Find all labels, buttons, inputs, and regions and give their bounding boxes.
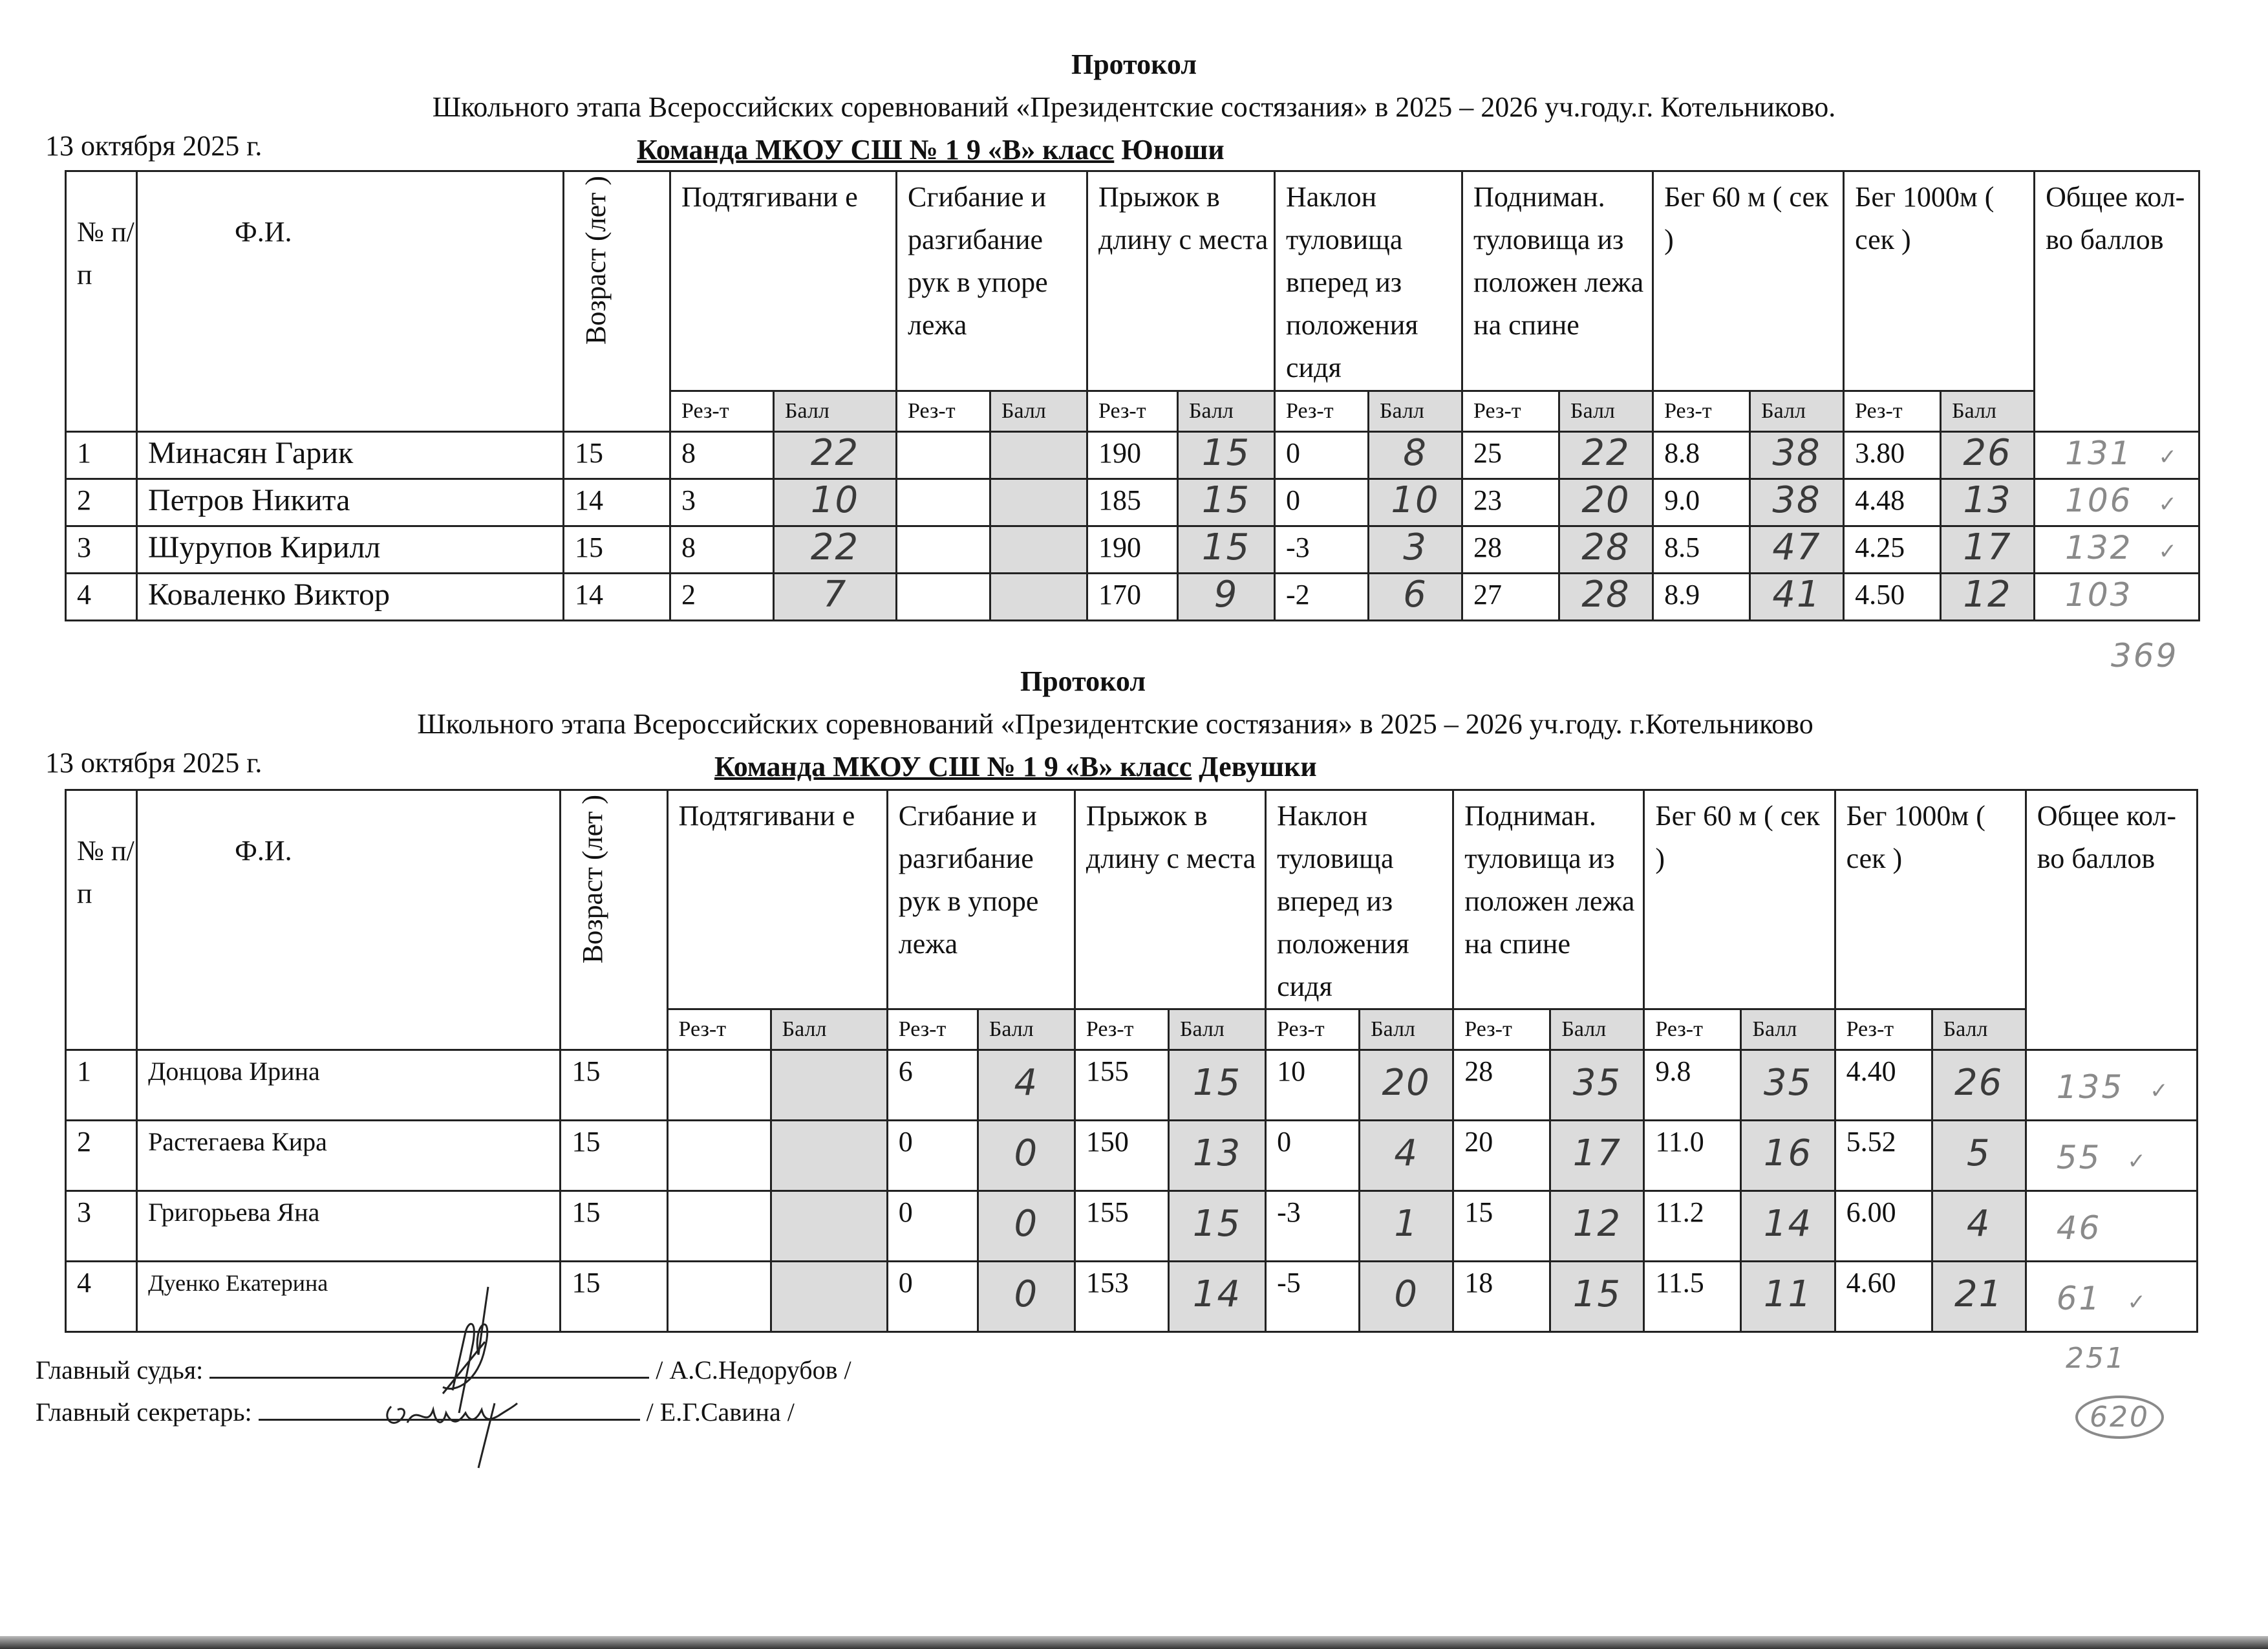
sub-header-points: Балл xyxy=(774,391,897,432)
points-cell xyxy=(1550,1050,1644,1121)
boys-team-name: Команда МКОУ СШ № 1 9 «В» класс xyxy=(637,134,1115,166)
col-total-header: Общее кол-во баллов xyxy=(2035,171,2199,432)
handwritten-points: 15 xyxy=(1572,1273,1621,1315)
result-cell: 11.2 xyxy=(1644,1191,1741,1262)
girls-team-group: Девушки xyxy=(1199,751,1317,782)
result-cell xyxy=(897,574,990,621)
handwritten-points: 20 xyxy=(1382,1062,1431,1104)
handwritten-points: 26 xyxy=(1954,1062,2004,1104)
sub-header-result: Рез-т xyxy=(1275,391,1369,432)
sub-header-result: Рез-т xyxy=(667,1009,771,1050)
points-cell xyxy=(990,432,1087,479)
table-row xyxy=(66,574,2199,621)
result-cell: 5.52 xyxy=(1835,1121,1932,1191)
boys-protocol-subtitle: Школьного этапа Всероссийских соревнований «Президентские состязания» в 2025 – 2026 уч.году.г. Котельниково. xyxy=(432,91,1836,123)
handwritten-points: 10 xyxy=(810,479,860,521)
sub-header-points: Балл xyxy=(1932,1009,2026,1050)
points-cell xyxy=(1750,526,1844,574)
result-cell: 3 xyxy=(670,479,774,526)
handwritten-points: 6 xyxy=(1403,574,1428,616)
col-event-header: Бег 60 м ( сек ) xyxy=(1644,790,1835,1009)
total-points-cell xyxy=(2026,1262,2197,1332)
handwritten-points: 4 xyxy=(1014,1062,1039,1104)
handwritten-total: 55 xyxy=(2056,1139,2102,1176)
result-cell: 15 xyxy=(1453,1191,1550,1262)
result-cell: 8.5 xyxy=(1653,526,1750,574)
result-cell: 0 xyxy=(887,1191,978,1262)
points-cell xyxy=(1741,1121,1835,1191)
total-points-cell xyxy=(2035,574,2199,621)
handwritten-points: 14 xyxy=(1763,1203,1813,1245)
participant-name: Петров Никита xyxy=(137,479,564,526)
points-cell xyxy=(1178,432,1275,479)
table-row xyxy=(66,526,2199,574)
points-cell xyxy=(1550,1191,1644,1262)
col-age-label: Возраст (лет ) xyxy=(580,176,612,345)
result-cell: 10 xyxy=(1266,1050,1360,1121)
col-event-header: Подниман. туловища из положен лежа на спине xyxy=(1453,790,1644,1009)
sub-header-points: Балл xyxy=(1559,391,1653,432)
col-age-header xyxy=(564,171,670,432)
points-cell xyxy=(1360,1121,1453,1191)
result-cell: 8 xyxy=(670,432,774,479)
boys-sum-note: 369 xyxy=(2111,637,2179,674)
handwritten-points: 41 xyxy=(1772,574,1821,616)
points-cell xyxy=(774,479,897,526)
handwritten-points: 12 xyxy=(1572,1203,1621,1245)
points-cell xyxy=(1750,432,1844,479)
points-cell xyxy=(1741,1191,1835,1262)
sub-header-points: Балл xyxy=(1178,391,1275,432)
boys-date: 13 октября 2025 г. xyxy=(45,130,262,162)
points-cell xyxy=(1941,432,2035,479)
points-cell xyxy=(1178,526,1275,574)
result-cell xyxy=(667,1050,771,1121)
handwritten-points: 4 xyxy=(1966,1203,1991,1245)
judge-label: Главный судья: xyxy=(36,1355,204,1385)
handwritten-points: 1 xyxy=(1394,1203,1418,1245)
handwritten-points: 0 xyxy=(1014,1273,1039,1315)
total-points-cell xyxy=(2035,479,2199,526)
participant-name: Коваленко Виктор xyxy=(137,574,564,621)
points-cell xyxy=(1559,574,1653,621)
handwritten-points: 0 xyxy=(1014,1132,1039,1174)
points-cell xyxy=(1741,1262,1835,1332)
handwritten-points: 35 xyxy=(1572,1062,1621,1104)
check-mark-icon: ✓ xyxy=(2150,1078,2168,1104)
result-cell xyxy=(897,479,990,526)
handwritten-points: 15 xyxy=(1201,526,1251,568)
result-cell: 185 xyxy=(1087,479,1178,526)
table-row xyxy=(66,1050,2198,1121)
col-num-header: № п/п xyxy=(66,790,137,1050)
girls-team-name: Команда МКОУ СШ № 1 9 «В» класс xyxy=(714,751,1192,782)
scan-edge xyxy=(0,1636,2268,1649)
sub-header-result: Рез-т xyxy=(1835,1009,1932,1050)
points-cell xyxy=(1941,479,2035,526)
points-cell xyxy=(1941,574,2035,621)
girls-protocol-subtitle: Школьного этапа Всероссийских соревнований «Президентские состязания» в 2025 – 2026 уч.году. г.Котельниково xyxy=(417,708,1813,740)
grand-total-circled: 620 xyxy=(2075,1396,2164,1439)
handwritten-points: 20 xyxy=(1581,479,1631,521)
result-cell xyxy=(667,1121,771,1191)
sub-header-points: Балл xyxy=(771,1009,887,1050)
handwritten-total: 46 xyxy=(2056,1209,2102,1247)
col-event-header: Наклон туловища вперед из положения сидя xyxy=(1266,790,1453,1009)
col-name-header: Ф.И. xyxy=(137,790,561,1050)
col-event-header: Сгибание и разгибание рук в упоре лежа xyxy=(887,790,1075,1009)
handwritten-points: 12 xyxy=(1963,574,2012,616)
col-event-header: Подниман. туловища из положен лежа на спине xyxy=(1462,171,1653,391)
points-cell xyxy=(1932,1191,2026,1262)
handwritten-points: 13 xyxy=(1192,1132,1242,1174)
handwritten-points: 7 xyxy=(822,574,848,616)
sub-header-points: Балл xyxy=(978,1009,1075,1050)
result-cell: 0 xyxy=(1275,479,1369,526)
handwritten-points: 15 xyxy=(1201,432,1251,474)
girls-results-table xyxy=(65,789,2198,1333)
participant-name: Григорьева Яна xyxy=(137,1191,561,1262)
sub-header-points: Балл xyxy=(990,391,1087,432)
check-mark-icon: ✓ xyxy=(2127,1289,2146,1315)
points-cell xyxy=(1168,1121,1265,1191)
points-cell xyxy=(771,1050,887,1121)
row-number: 2 xyxy=(66,1121,137,1191)
participant-age: 15 xyxy=(561,1262,667,1332)
result-cell: 8.9 xyxy=(1653,574,1750,621)
handwritten-points: 35 xyxy=(1763,1062,1813,1104)
row-number: 4 xyxy=(66,574,137,621)
handwritten-points: 4 xyxy=(1394,1132,1418,1174)
handwritten-points: 47 xyxy=(1772,526,1821,568)
result-cell: 0 xyxy=(1275,432,1369,479)
points-cell xyxy=(1369,526,1462,574)
check-mark-icon: ✓ xyxy=(2158,491,2177,517)
result-cell: 8 xyxy=(670,526,774,574)
col-event-header: Бег 1000м ( сек ) xyxy=(1835,790,2026,1009)
sub-header-result: Рез-т xyxy=(1266,1009,1360,1050)
points-cell xyxy=(1559,432,1653,479)
handwritten-points: 5 xyxy=(1966,1132,1991,1174)
result-cell: 155 xyxy=(1075,1191,1168,1262)
points-cell xyxy=(1559,526,1653,574)
row-number: 4 xyxy=(66,1262,137,1332)
points-cell xyxy=(774,432,897,479)
handwritten-points: 22 xyxy=(1581,432,1631,474)
handwritten-total: 131 xyxy=(2065,435,2133,472)
secretary-label: Главный секретарь: xyxy=(36,1397,252,1427)
handwritten-points: 38 xyxy=(1772,432,1821,474)
result-cell: 190 xyxy=(1087,432,1178,479)
sub-header-result: Рез-т xyxy=(1844,391,1941,432)
result-cell: 28 xyxy=(1453,1050,1550,1121)
handwritten-total: 132 xyxy=(2065,529,2133,566)
sub-header-result: Рез-т xyxy=(1087,391,1178,432)
result-cell: 25 xyxy=(1462,432,1559,479)
handwritten-points: 26 xyxy=(1963,432,2012,474)
secretary-signature-mark xyxy=(381,1390,575,1474)
points-cell xyxy=(1369,574,1462,621)
check-mark-icon: ✓ xyxy=(2127,1148,2146,1174)
result-cell: 6.00 xyxy=(1835,1191,1932,1262)
participant-name: Дуенко Екатерина xyxy=(137,1262,561,1332)
sub-header-result: Рез-т xyxy=(887,1009,978,1050)
result-cell: 28 xyxy=(1462,526,1559,574)
participant-age: 15 xyxy=(561,1191,667,1262)
points-cell xyxy=(1932,1121,2026,1191)
result-cell xyxy=(897,526,990,574)
sub-header-result: Рез-т xyxy=(1453,1009,1550,1050)
check-mark-icon: ✓ xyxy=(2158,444,2177,470)
participant-age: 14 xyxy=(564,574,670,621)
result-cell xyxy=(897,432,990,479)
points-cell xyxy=(1559,479,1653,526)
result-cell: 18 xyxy=(1453,1262,1550,1332)
boys-team-line xyxy=(637,133,1225,166)
points-cell xyxy=(1360,1191,1453,1262)
result-cell: 9.0 xyxy=(1653,479,1750,526)
handwritten-points: 28 xyxy=(1581,526,1631,568)
result-cell: 4.60 xyxy=(1835,1262,1932,1332)
result-cell: -5 xyxy=(1266,1262,1360,1332)
col-event-header: Подтягивани е xyxy=(667,790,887,1009)
points-cell xyxy=(771,1262,887,1332)
sub-header-result: Рез-т xyxy=(1075,1009,1168,1050)
participant-age: 14 xyxy=(564,479,670,526)
points-cell xyxy=(1360,1050,1453,1121)
total-points-cell xyxy=(2035,432,2199,479)
result-cell: 190 xyxy=(1087,526,1178,574)
handwritten-points: 8 xyxy=(1403,432,1428,474)
col-event-header: Бег 60 м ( сек ) xyxy=(1653,171,1844,391)
table-row xyxy=(66,432,2199,479)
participant-age: 15 xyxy=(564,432,670,479)
participant-name: Растегаева Кира xyxy=(137,1121,561,1191)
sub-header-result: Рез-т xyxy=(1462,391,1559,432)
participant-name: Минасян Гарик xyxy=(137,432,564,479)
sub-header-points: Балл xyxy=(1941,391,2035,432)
result-cell: 27 xyxy=(1462,574,1559,621)
boys-team-group: Юноши xyxy=(1121,134,1225,166)
result-cell: 9.8 xyxy=(1644,1050,1741,1121)
row-number: 3 xyxy=(66,526,137,574)
sub-header-points: Балл xyxy=(1741,1009,1835,1050)
total-points-cell xyxy=(2026,1121,2197,1191)
result-cell: 6 xyxy=(887,1050,978,1121)
col-age-header xyxy=(561,790,667,1050)
sub-header-points: Балл xyxy=(1750,391,1844,432)
handwritten-points: 15 xyxy=(1201,479,1251,521)
total-points-cell xyxy=(2035,526,2199,574)
points-cell xyxy=(1168,1191,1265,1262)
col-event-header: Наклон туловища вперед из положения сидя xyxy=(1275,171,1462,391)
participant-age: 15 xyxy=(561,1121,667,1191)
result-cell: -3 xyxy=(1266,1191,1360,1262)
result-cell: -2 xyxy=(1275,574,1369,621)
handwritten-points: 28 xyxy=(1581,574,1631,616)
points-cell xyxy=(1932,1262,2026,1332)
points-cell xyxy=(1168,1262,1265,1332)
points-cell xyxy=(774,574,897,621)
sub-header-result: Рез-т xyxy=(1653,391,1750,432)
result-cell: 4.40 xyxy=(1835,1050,1932,1121)
handwritten-total: 106 xyxy=(2065,482,2133,519)
points-cell xyxy=(978,1191,1075,1262)
result-cell: 11.5 xyxy=(1644,1262,1741,1332)
result-cell: 8.8 xyxy=(1653,432,1750,479)
points-cell xyxy=(774,526,897,574)
result-cell: 4.25 xyxy=(1844,526,1941,574)
points-cell xyxy=(1360,1262,1453,1332)
points-cell xyxy=(978,1050,1075,1121)
result-cell: 4.48 xyxy=(1844,479,1941,526)
points-cell xyxy=(1932,1050,2026,1121)
table-row xyxy=(66,1121,2198,1191)
points-cell xyxy=(1178,479,1275,526)
sub-header-points: Балл xyxy=(1550,1009,1644,1050)
result-cell: 0 xyxy=(887,1262,978,1332)
result-cell xyxy=(667,1262,771,1332)
participant-name: Шурупов Кирилл xyxy=(137,526,564,574)
result-cell: 155 xyxy=(1075,1050,1168,1121)
sub-header-result: Рез-т xyxy=(897,391,990,432)
points-cell xyxy=(1369,432,1462,479)
points-cell xyxy=(1168,1050,1265,1121)
girls-protocol-title: Протокол xyxy=(1020,665,1146,697)
points-cell xyxy=(1941,526,2035,574)
handwritten-points: 14 xyxy=(1192,1273,1242,1315)
handwritten-points: 21 xyxy=(1954,1273,2004,1315)
handwritten-points: 11 xyxy=(1763,1273,1813,1315)
result-cell: 0 xyxy=(1266,1121,1360,1191)
handwritten-points: 22 xyxy=(810,432,860,474)
result-cell: -3 xyxy=(1275,526,1369,574)
handwritten-points: 9 xyxy=(1214,574,1239,616)
handwritten-total: 61 xyxy=(2056,1280,2102,1317)
sub-header-points: Балл xyxy=(1369,391,1462,432)
result-cell: 153 xyxy=(1075,1262,1168,1332)
handwritten-points: 10 xyxy=(1391,479,1440,521)
col-event-header: Сгибание и разгибание рук в упоре лежа xyxy=(897,171,1087,391)
handwritten-points: 15 xyxy=(1192,1203,1242,1245)
total-points-cell xyxy=(2026,1050,2197,1121)
girls-team-line xyxy=(714,750,1317,783)
sub-header-points: Балл xyxy=(1168,1009,1265,1050)
points-cell xyxy=(1741,1050,1835,1121)
col-event-header: Бег 1000м ( сек ) xyxy=(1844,171,2035,391)
boys-results-table xyxy=(65,170,2200,621)
handwritten-total: 103 xyxy=(2065,576,2133,614)
participant-name: Донцова Ирина xyxy=(137,1050,561,1121)
col-num-header: № п/п xyxy=(66,171,137,432)
col-event-header: Прыжок в длину с места xyxy=(1075,790,1265,1009)
points-cell xyxy=(978,1121,1075,1191)
total-points-cell xyxy=(2026,1191,2197,1262)
points-cell xyxy=(1178,574,1275,621)
participant-age: 15 xyxy=(564,526,670,574)
points-cell xyxy=(978,1262,1075,1332)
points-cell xyxy=(771,1121,887,1191)
row-number: 2 xyxy=(66,479,137,526)
row-number: 3 xyxy=(66,1191,137,1262)
points-cell xyxy=(990,526,1087,574)
handwritten-points: 3 xyxy=(1403,526,1428,568)
result-cell xyxy=(667,1191,771,1262)
points-cell xyxy=(1369,479,1462,526)
col-age-label: Возраст (лет ) xyxy=(577,795,609,964)
result-cell: 2 xyxy=(670,574,774,621)
row-number: 1 xyxy=(66,432,137,479)
sub-header-result: Рез-т xyxy=(1644,1009,1741,1050)
secretary-name: / Е.Г.Савина / xyxy=(646,1397,795,1427)
handwritten-points: 0 xyxy=(1394,1273,1418,1315)
check-mark-icon: ✓ xyxy=(2158,539,2177,565)
handwritten-points: 16 xyxy=(1763,1132,1813,1174)
points-cell xyxy=(990,574,1087,621)
result-cell: 150 xyxy=(1075,1121,1168,1191)
points-cell xyxy=(990,479,1087,526)
col-total-header: Общее кол-во баллов xyxy=(2026,790,2197,1050)
col-name-header: Ф.И. xyxy=(137,171,564,432)
result-cell: 4.50 xyxy=(1844,574,1941,621)
table-row xyxy=(66,1191,2198,1262)
points-cell xyxy=(1750,479,1844,526)
handwritten-points: 13 xyxy=(1963,479,2012,521)
handwritten-points: 38 xyxy=(1772,479,1821,521)
result-cell: 23 xyxy=(1462,479,1559,526)
participant-age: 15 xyxy=(561,1050,667,1121)
handwritten-points: 15 xyxy=(1192,1062,1242,1104)
handwritten-points: 17 xyxy=(1963,526,2012,568)
handwritten-total: 135 xyxy=(2056,1068,2124,1106)
result-cell: 20 xyxy=(1453,1121,1550,1191)
sub-header-result: Рез-т xyxy=(670,391,774,432)
girls-date: 13 октября 2025 г. xyxy=(45,747,262,779)
col-event-header: Прыжок в длину с места xyxy=(1087,171,1275,391)
points-cell xyxy=(1550,1262,1644,1332)
result-cell: 170 xyxy=(1087,574,1178,621)
result-cell: 3.80 xyxy=(1844,432,1941,479)
girls-sum-note: 251 xyxy=(2066,1342,2126,1375)
handwritten-points: 22 xyxy=(810,526,860,568)
result-cell: 0 xyxy=(887,1121,978,1191)
points-cell xyxy=(1550,1121,1644,1191)
boys-protocol-title: Протокол xyxy=(1071,48,1197,80)
points-cell xyxy=(1750,574,1844,621)
handwritten-points: 0 xyxy=(1014,1203,1039,1245)
judge-name: / А.С.Недорубов / xyxy=(656,1355,851,1385)
col-event-header: Подтягивани е xyxy=(670,171,897,391)
row-number: 1 xyxy=(66,1050,137,1121)
points-cell xyxy=(771,1191,887,1262)
sub-header-points: Балл xyxy=(1360,1009,1453,1050)
result-cell: 11.0 xyxy=(1644,1121,1741,1191)
handwritten-points: 17 xyxy=(1572,1132,1621,1174)
table-row xyxy=(66,479,2199,526)
